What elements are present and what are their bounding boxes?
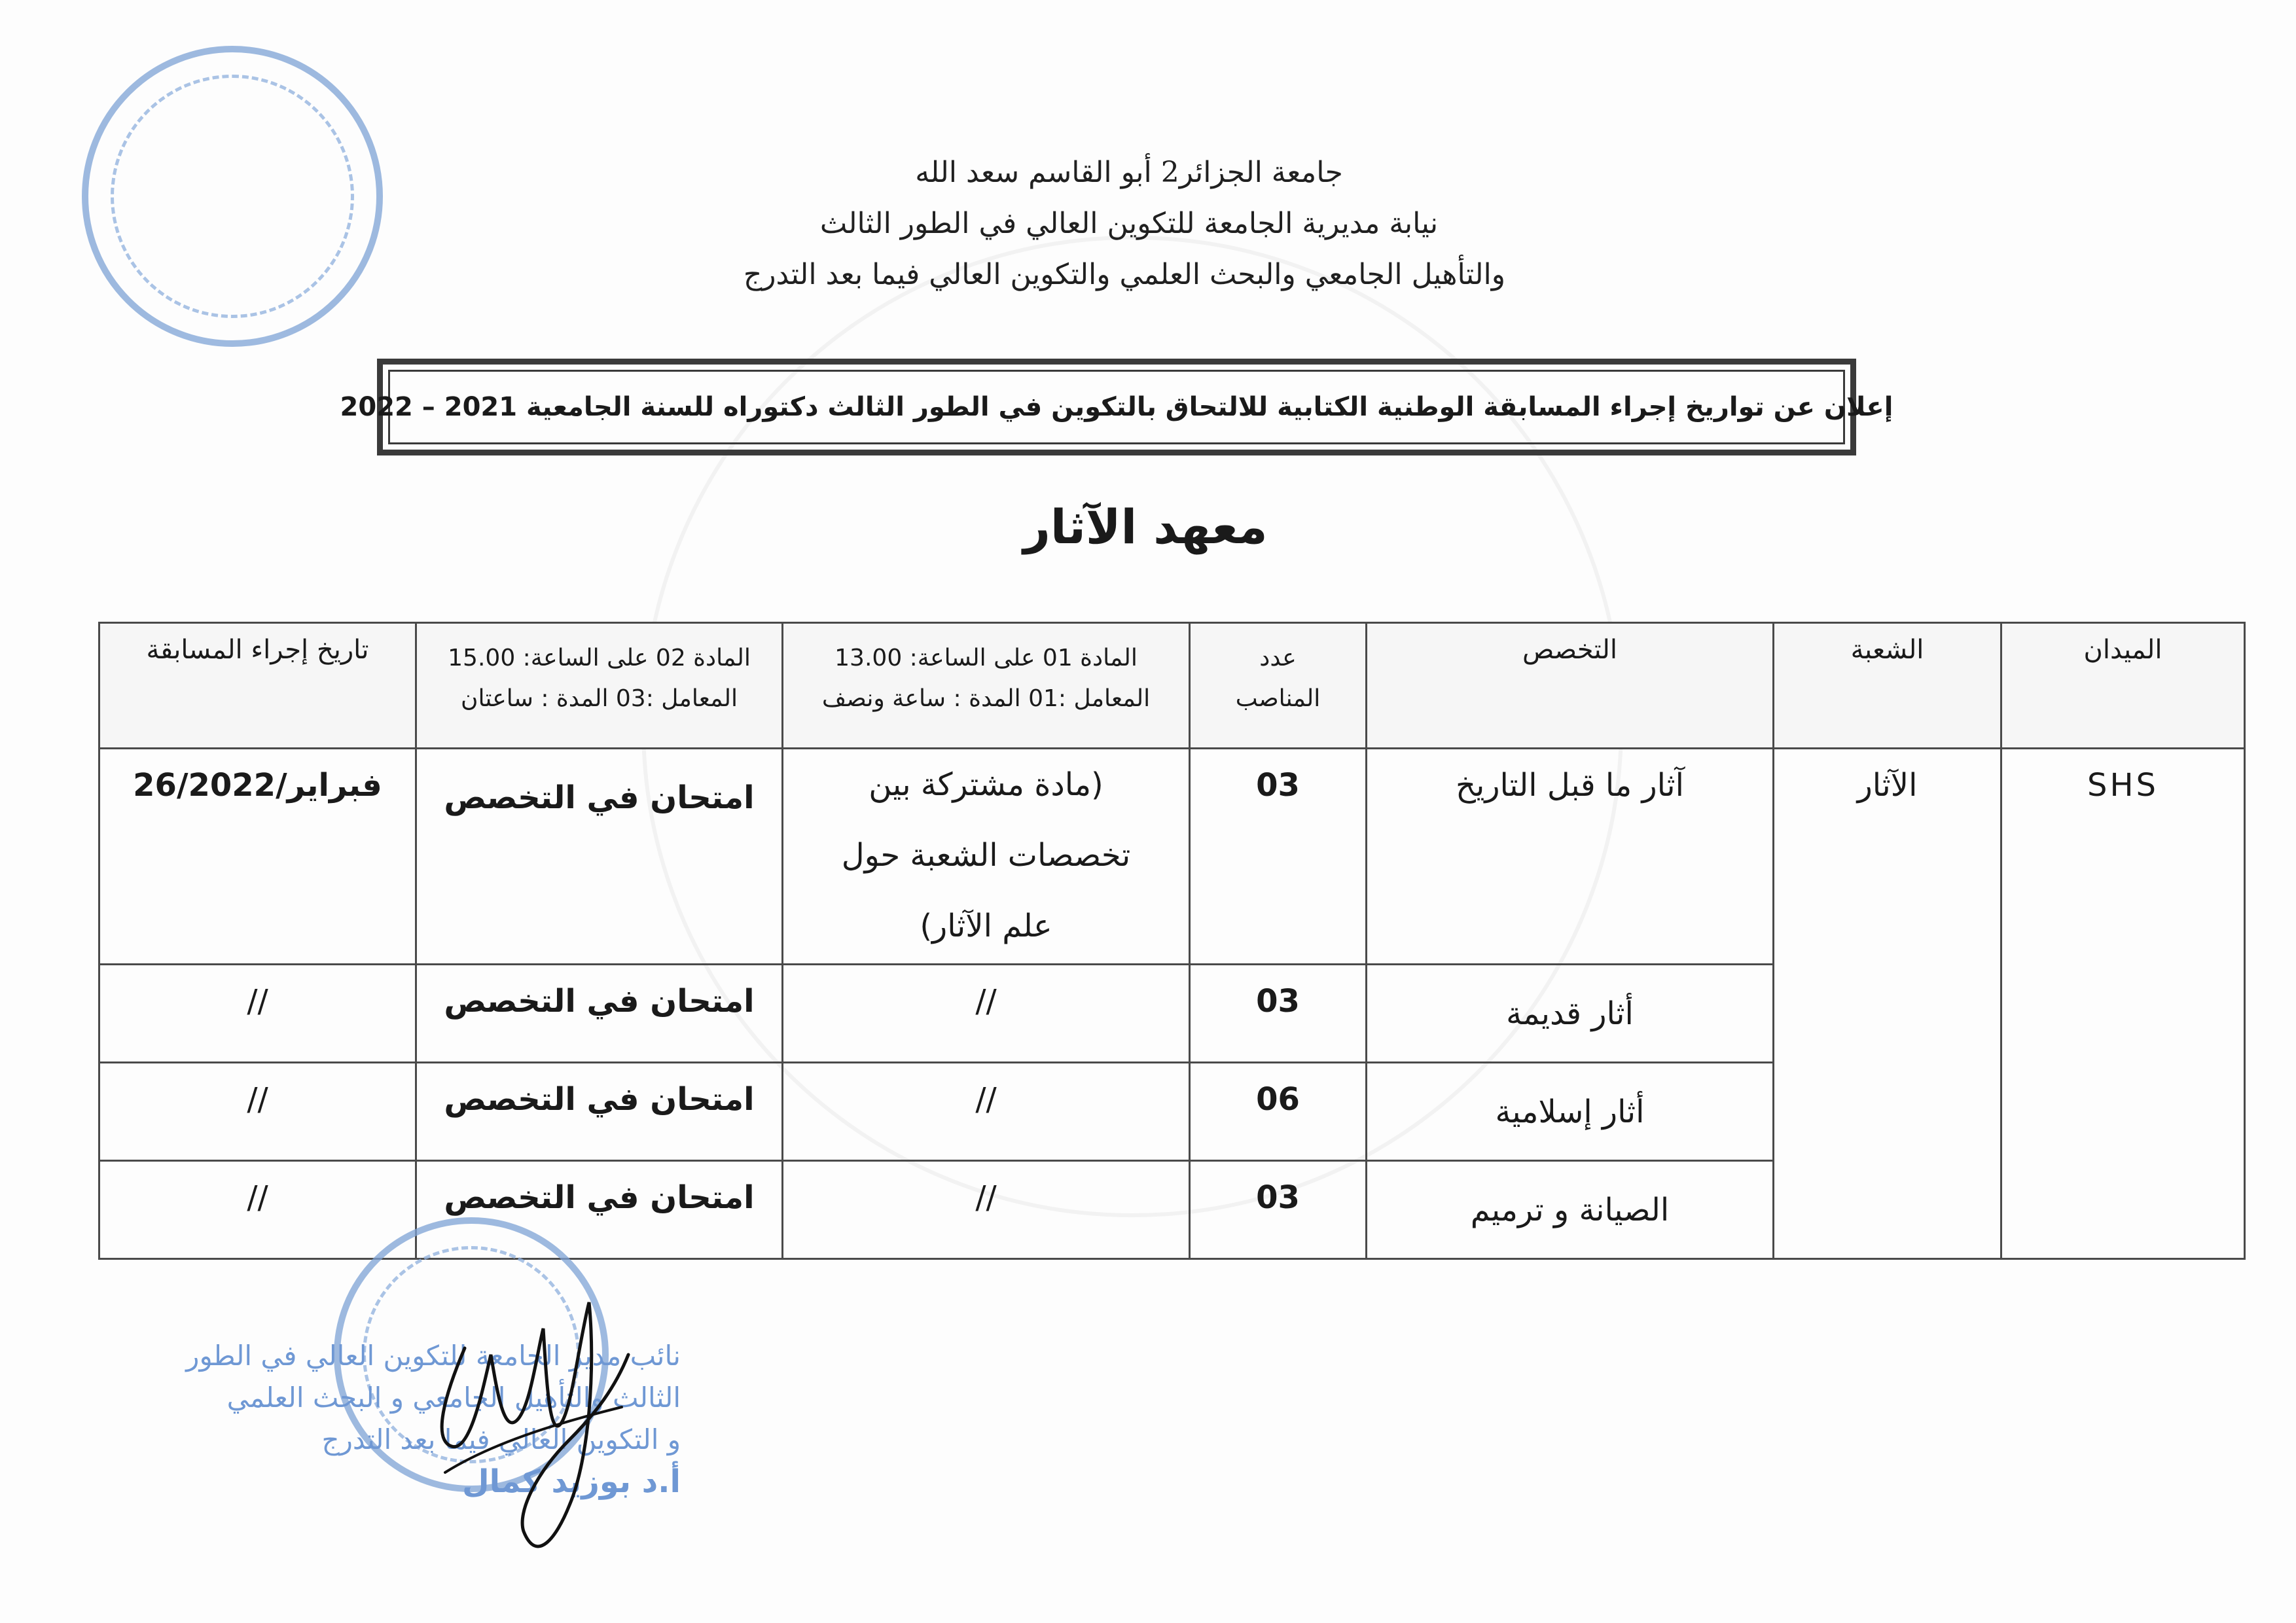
header-subject2-time: المادة 02 على الساعة: 15.00 <box>448 645 751 671</box>
subject1-note-line1: (مادة مشتركة بين <box>869 766 1103 803</box>
header-positions-line2: المناصب <box>1235 685 1321 712</box>
branch-cell: الآثار <box>1774 749 2001 1259</box>
exam-date-cell: // <box>99 1063 416 1161</box>
header-domain: الميدان <box>2001 623 2245 749</box>
signature-title-line3: و التكوين العالي فيما بعد التدرج <box>321 1423 681 1455</box>
subject1-cell: // <box>783 965 1190 1063</box>
specialty-cell: الصيانة و ترميم <box>1367 1161 1774 1259</box>
header-positions <box>1190 623 1367 749</box>
domain-cell: SHS <box>2001 749 2245 1259</box>
subject2-cell: امتحان في التخصص <box>416 965 783 1063</box>
signature-title-line2: الثالث والتأهيل الجامعي و البحث العلمي <box>226 1382 681 1414</box>
positions-cell: 03 <box>1190 1161 1367 1259</box>
header-subject1-coef: المعامل :01 المدة : ساعة ونصف <box>821 685 1151 712</box>
signature-title-line1: نائب مدير الجامعة للتكوين العالي في الطور <box>186 1340 681 1372</box>
specialty-cell: آثار ما قبل التاريخ <box>1367 749 1774 965</box>
table-header-row <box>99 623 2245 749</box>
positions-cell: 03 <box>1190 965 1367 1063</box>
header-subject2 <box>416 623 783 749</box>
subject1-cell: // <box>783 1063 1190 1161</box>
exam-date-cell: 26/فبراير/2022 <box>99 749 416 965</box>
exam-date-cell: // <box>99 1161 416 1259</box>
announcement-box <box>340 359 1893 455</box>
signatory-name: أ.د بوزيد كمال <box>461 1463 681 1500</box>
subject1-note-line3: علم الآثار) <box>920 908 1052 944</box>
header-vice-rectorate-cont: والتأهيل الجامعي والبحث العلمي والتكوين العالي فيما بعد التدرج <box>743 258 1505 291</box>
university-stamp-top <box>82 46 383 347</box>
positions-cell: 06 <box>1190 1063 1367 1161</box>
subject2-cell: امتحان في التخصص <box>416 749 783 965</box>
specialty-cell: أثار إسلامية <box>1367 1063 1774 1161</box>
header-subject2-coef: المعامل :03 المدة : ساعتان <box>461 685 738 712</box>
announcement-text: إعلان عن تواريخ إجراء المسابقة الوطنية الكتابية للالتحاق بالتكوين في الطور الثالث دكتوراه للسنة الجامعية 2021 – 2022 <box>388 370 1845 444</box>
subject1-cell <box>783 749 1190 965</box>
header-branch: الشعبة <box>1774 623 2001 749</box>
header-university-name: جامعة الجزائر2 أبو القاسم سعد الله <box>915 156 1343 189</box>
header-positions-line1: عدد <box>1259 645 1297 671</box>
subject2-cell: امتحان في التخصص <box>416 1063 783 1161</box>
subject1-note-line2: تخصصات الشعبة حول <box>841 837 1131 874</box>
specialty-cell: أثار قديمة <box>1367 965 1774 1063</box>
institute-title: معهد الآثار <box>1023 499 1268 554</box>
exam-schedule-table <box>98 622 2246 1260</box>
header-exam-date: تاريخ إجراء المسابقة <box>99 623 416 749</box>
subject1-cell: // <box>783 1161 1190 1259</box>
university-header <box>743 147 1505 300</box>
handwritten-signature <box>406 1224 641 1590</box>
header-subject1-time: المادة 01 على الساعة: 13.00 <box>834 645 1138 671</box>
exam-date-cell: // <box>99 965 416 1063</box>
header-subject1 <box>783 623 1190 749</box>
header-vice-rectorate: نيابة مديرية الجامعة للتكوين العالي في الطور الثالث <box>819 207 1439 240</box>
subject2-cell: امتحان في التخصص <box>416 1161 783 1259</box>
positions-cell: 03 <box>1190 749 1367 965</box>
header-specialty: التخصص <box>1367 623 1774 749</box>
table-row <box>99 749 2245 965</box>
